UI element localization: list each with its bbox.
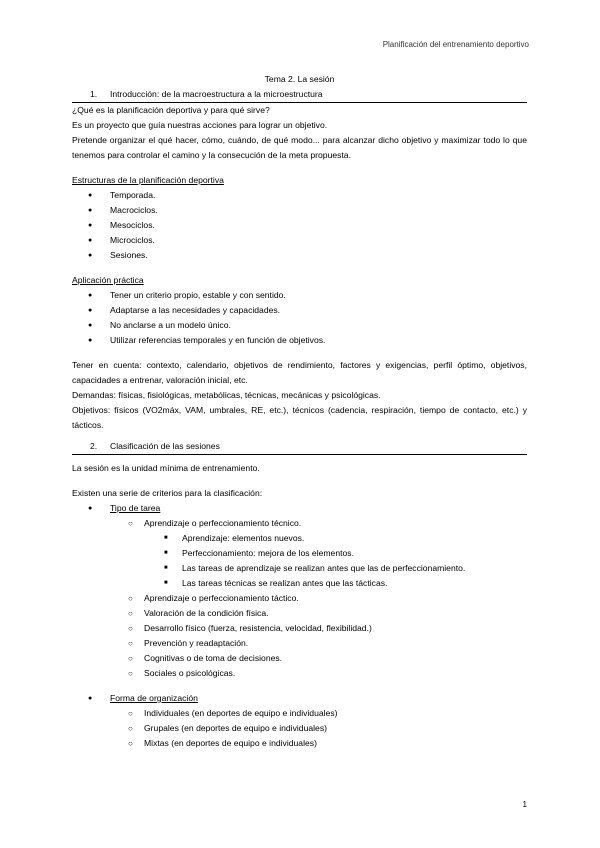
criterios-list	[72, 501, 527, 681]
list-item: ■ Aprendizaje: elementos nuevos.	[72, 531, 527, 546]
list-item: ■ Las tareas de aprendizaje se realizan antes que las de perfeccionamiento.	[72, 561, 527, 576]
sesion-definition: La sesión es la unidad mínima de entrenamiento.	[72, 463, 260, 473]
estructuras-heading: Estructuras de la planificación deportiva	[72, 175, 224, 185]
list-item: ■ Perfeccionamiento: mejora de los elementos.	[72, 546, 527, 561]
demandas-paragraph: Demandas: físicas, fisiológicas, metabólicas, técnicas, mecánicas y psicológicas.	[72, 390, 381, 400]
tipo-tarea-list	[72, 516, 527, 531]
tecnico-sublist	[72, 531, 527, 591]
tipo-tarea-heading: Tipo de tarea	[110, 503, 161, 513]
list-item: ● Sesiones.	[72, 248, 527, 263]
list-item: ○ Mixtas (en deportes de equipo e individuales)	[72, 736, 527, 751]
list-item: ● Utilizar referencias temporales y en función de objetivos.	[72, 333, 527, 348]
intro-paragraph-2: Pretende organizar el qué hacer, cómo, cuándo, de qué modo... para alcanzar dicho objetivo y maximizar todo lo que tenemos para controlar el camino y la consecución de la meta propuesta.	[72, 135, 527, 160]
list-item: ● Mesociclos.	[72, 218, 527, 233]
page-body	[72, 72, 527, 751]
list-item: ○ Cognitivas o de toma de decisiones.	[72, 651, 527, 666]
aplicacion-list	[72, 288, 527, 348]
list-item: ○ Sociales o psicológicas.	[72, 666, 527, 681]
intro-paragraph-1: Es un proyecto que guía nuestras acciones para lograr un objetivo.	[72, 120, 328, 130]
list-item: ■ Las tareas técnicas se realizan antes que las tácticas.	[72, 576, 527, 591]
section-1-heading	[72, 87, 527, 103]
page-number: 1	[522, 800, 527, 809]
objetivos-paragraph: Objetivos: físicos (VO2máx, VAM, umbrales, RE, etc.), técnicos (cadencia, respiración, tiempo de contacto, etc.) y tácticos.	[72, 405, 527, 430]
list-item-tipo-tarea	[72, 501, 527, 681]
list-item: ● Temporada.	[72, 188, 527, 203]
list-item: ● Tener un criterio propio, estable y con sentido.	[72, 288, 527, 303]
section-2-title: Clasificación de las sesiones	[110, 441, 220, 451]
list-item: ○ Individuales (en deportes de equipo e individuales)	[72, 706, 527, 721]
forma-organizacion-list	[72, 706, 527, 751]
list-item: ● Adaptarse a las necesidades y capacidades.	[72, 303, 527, 318]
list-item: ○ Prevención y readaptación.	[72, 636, 527, 651]
list-item: ○ Aprendizaje o perfeccionamiento técnico.	[72, 516, 527, 531]
section-1-number: 1.	[90, 89, 98, 99]
estructuras-list	[72, 188, 527, 263]
list-item: ● Microciclos.	[72, 233, 527, 248]
list-item: ○ Desarrollo físico (fuerza, resistencia, velocidad, flexibilidad.)	[72, 621, 527, 636]
criterios-list-continued	[72, 691, 527, 751]
list-item: ● Macrociclos.	[72, 203, 527, 218]
list-item: ● No anclarse a un modelo único.	[72, 318, 527, 333]
intro-question: ¿Qué es la planificación deportiva y para qué sirve?	[72, 105, 270, 115]
section-1-title: Introducción: de la macroestructura a la microestructura	[110, 89, 323, 99]
list-item: ○ Valoración de la condición física.	[72, 606, 527, 621]
list-item-forma-organizacion	[72, 691, 527, 751]
aplicacion-heading: Aplicación práctica	[72, 275, 144, 285]
tener-en-cuenta-paragraph: Tener en cuenta: contexto, calendario, objetivos de rendimiento, factores y exigencias, perfil óptimo, objetivos, capacidades a entrenar, valoración inicial, etc.	[72, 360, 527, 385]
criterios-intro: Existen una serie de criterios para la clasificación:	[72, 488, 263, 498]
running-header: Planificación del entrenamiento deportivo	[382, 40, 529, 49]
list-item: ○ Grupales (en deportes de equipo e individuales)	[72, 721, 527, 736]
section-2-number: 2.	[90, 441, 98, 451]
tipo-tarea-list-continued	[72, 591, 527, 681]
list-item: ○ Aprendizaje o perfeccionamiento táctico.	[72, 591, 527, 606]
section-2-heading	[72, 439, 527, 455]
forma-organizacion-heading: Forma de organización	[110, 693, 198, 703]
document-title: Tema 2. La sesión	[264, 74, 335, 84]
